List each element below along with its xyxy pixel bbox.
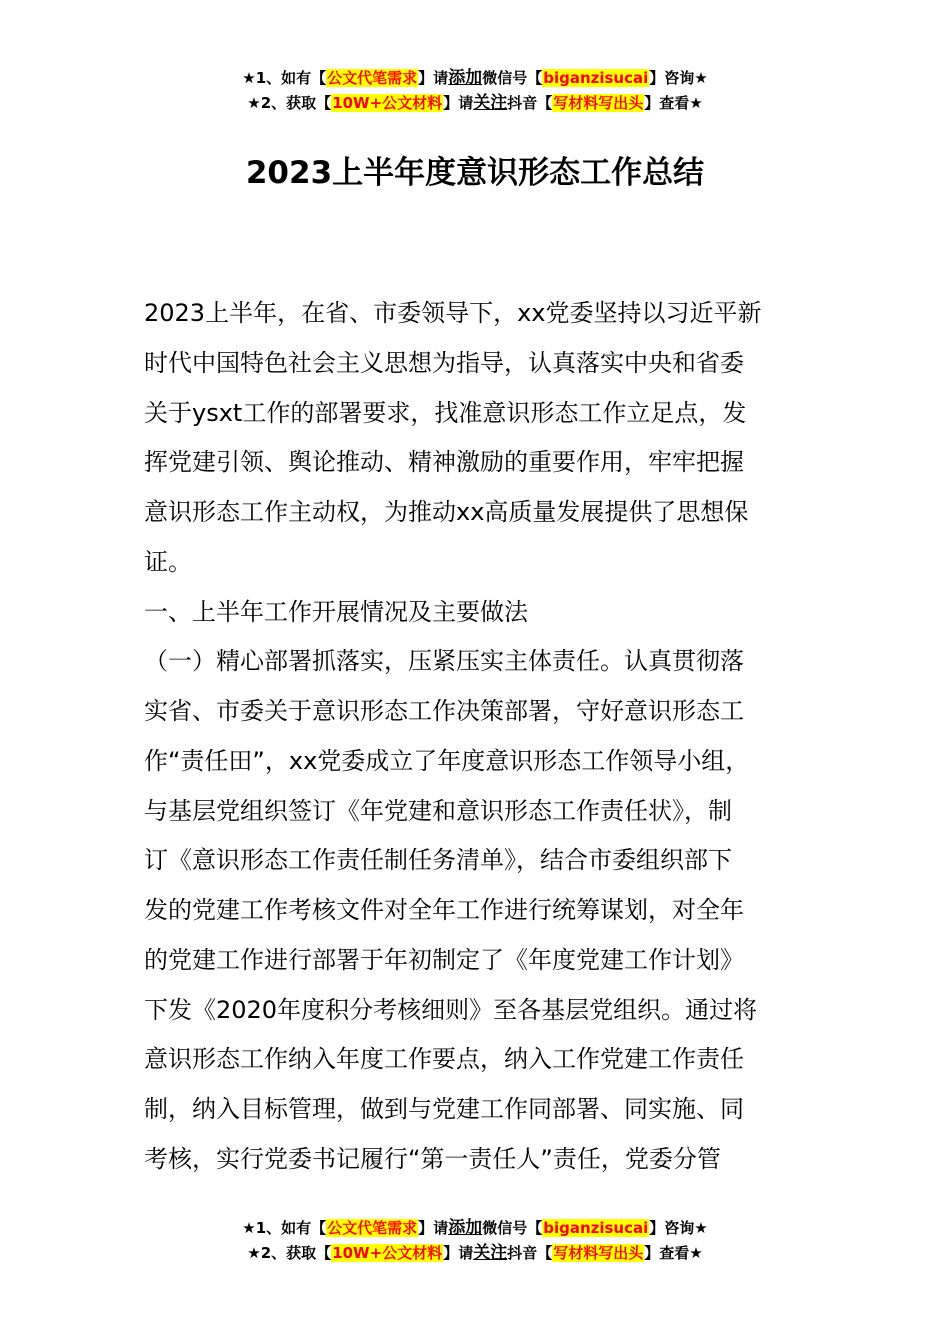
keyword-add: 添加 <box>448 1218 483 1238</box>
highlight-service: 公文代笔需求 <box>327 1219 418 1237</box>
highlight-materials: 10W+公文材料 <box>332 1244 443 1262</box>
highlight-wechat-id: biganzisucai <box>543 69 649 87</box>
body-line: 意识形态工作纳入年度工作要点，纳入工作党建工作责任 <box>144 1045 744 1074</box>
body-line: 发的党建工作考核文件对全年工作进行统筹谋划，对全年 <box>144 896 744 924</box>
banner-line-2: ★2、获取【10W+公文材料】请关注抖音【写材料写出头】查看★ <box>247 1243 703 1263</box>
body-line: 制，纳入目标管理，做到与党建工作同部署、同实施、同 <box>144 1095 744 1123</box>
body-line: 订《意识形态工作责任制任务清单》，结合市委组织部下 <box>144 846 732 875</box>
banner-line-1: ★1、如有【公文代笔需求】请添加微信号【biganzisucai】咨询★ <box>242 68 708 88</box>
header-banner <box>0 66 950 116</box>
highlight-douyin-id: 写材料写出头 <box>553 94 644 112</box>
body-line: 挥党建引领、舆论推动、精神激励的重要作用，牢牢把握 <box>144 448 744 477</box>
section-heading: 一、上半年工作开展情况及主要做法 <box>144 597 528 626</box>
footer-banner <box>0 1216 950 1266</box>
body-line: 考核，实行党委书记履行“第一责任人”责任，党委分管 <box>144 1144 721 1173</box>
highlight-wechat-id: biganzisucai <box>543 1219 649 1237</box>
banner-line-2: ★2、获取【10W+公文材料】请关注抖音【写材料写出头】查看★ <box>247 93 703 113</box>
body-line: 实省、市委关于意识形态工作决策部署，守好意识形态工 <box>144 697 744 725</box>
highlight-service: 公文代笔需求 <box>327 69 418 87</box>
keyword-follow: 关注 <box>473 1243 508 1263</box>
body-line: 下发《2020年度积分考核细则》至各基层党组织。通过将 <box>144 995 758 1024</box>
body-line: 意识形态工作主动权，为推动xx高质量发展提供了思想保 <box>144 498 749 526</box>
highlight-materials: 10W+公文材料 <box>332 94 443 112</box>
body-line: 的党建工作进行部署于年初制定了《年度党建工作计划》 <box>144 945 744 974</box>
body-line: 证。 <box>144 547 192 576</box>
highlight-douyin-id: 写材料写出头 <box>553 1244 644 1262</box>
body-line: 时代中国特色社会主义思想为指导，认真落实中央和省委 <box>144 348 744 377</box>
document-body <box>144 289 812 1185</box>
body-line: 作“责任田”，xx党委成立了年度意识形态工作领导小组， <box>144 746 750 775</box>
document-title: 2023上半年度意识形态工作总结 <box>245 155 705 191</box>
banner-line-1: ★1、如有【公文代笔需求】请添加微信号【biganzisucai】咨询★ <box>242 1218 708 1238</box>
keyword-follow: 关注 <box>473 93 508 113</box>
body-line: （一）精心部署抓落实，压紧压实主体责任。认真贯彻落 <box>144 647 744 676</box>
keyword-add: 添加 <box>448 68 483 88</box>
body-line: 关于ysxt工作的部署要求，找准意识形态工作立足点，发 <box>144 398 747 427</box>
body-line: 与基层党组织签订《年党建和意识形态工作责任状》，制 <box>144 796 732 825</box>
body-line: 2023上半年，在省、市委领导下，xx党委坚持以习近平新 <box>144 299 762 327</box>
